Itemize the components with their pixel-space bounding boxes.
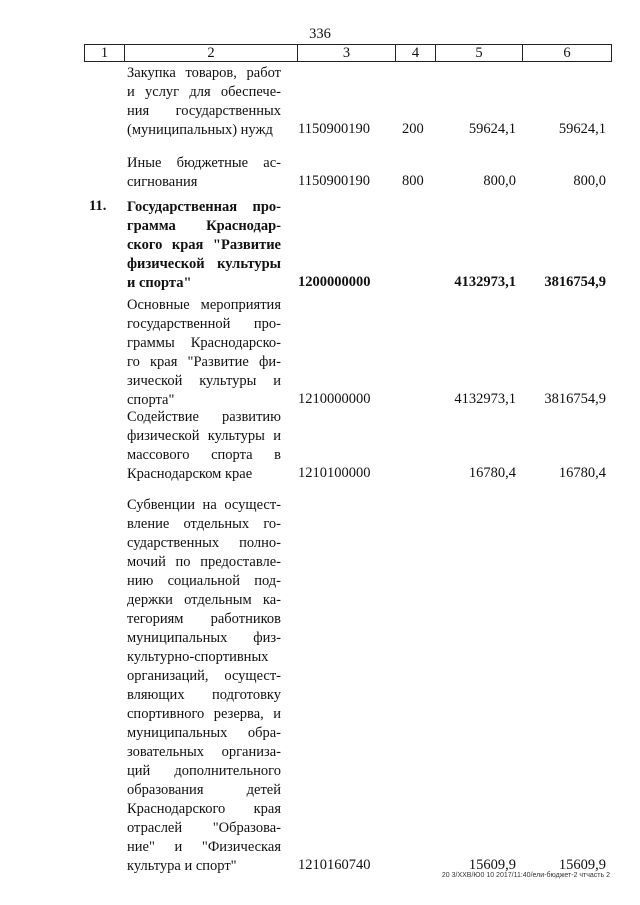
target-code: 1150900190 bbox=[298, 173, 370, 189]
row-name-line: организаций, осущест- bbox=[127, 668, 281, 684]
target-code: 1200000000 bbox=[298, 274, 371, 290]
amount-col-6: 3816754,9 bbox=[544, 391, 606, 407]
row-name-line: образования детей bbox=[127, 782, 281, 798]
row-name-line: грамма Краснодар- bbox=[127, 218, 281, 234]
table-header bbox=[84, 44, 612, 62]
amount-col-5: 15609,9 bbox=[468, 857, 516, 873]
amount-col-5: 16780,4 bbox=[468, 465, 516, 481]
row-name-line: физической культуры bbox=[127, 256, 281, 272]
column-header-2: 2 bbox=[125, 45, 298, 61]
target-code: 1150900190 bbox=[298, 121, 370, 137]
row-name-line: сигнования bbox=[127, 174, 198, 190]
row-name-line: вление отдельных го- bbox=[127, 516, 281, 532]
row-name-line: Краснодарского края bbox=[127, 801, 281, 817]
column-header-1: 1 bbox=[85, 45, 125, 61]
row-name-line: нию социальной под- bbox=[127, 573, 281, 589]
row-name-line: Содействие развитию bbox=[127, 409, 281, 425]
row-name-line: мочий по предоставле- bbox=[127, 554, 281, 570]
row-name-line: физической культуры и bbox=[127, 428, 281, 444]
amount-col-5: 59624,1 bbox=[468, 121, 516, 137]
column-header-4: 4 bbox=[396, 45, 436, 61]
row-name bbox=[127, 198, 281, 293]
page-number: 336 bbox=[309, 26, 331, 42]
row-name-line: ского края "Развитие bbox=[127, 237, 281, 253]
column-header-6: 6 bbox=[563, 45, 571, 61]
row-name-line: го края "Развитие фи- bbox=[127, 354, 281, 370]
row-name-line: Основные мероприятия bbox=[127, 297, 281, 313]
column-header-3: 3 bbox=[298, 45, 396, 61]
row-name-line: ния государственных bbox=[127, 103, 281, 119]
row-name bbox=[127, 296, 281, 410]
row-name-line: (муниципальных) нужд bbox=[127, 122, 273, 138]
row-name-line: зической культуры и bbox=[127, 373, 281, 389]
amount-col-6: 15609,9 bbox=[558, 857, 606, 873]
row-name-line: спортивного резерва, и bbox=[127, 706, 281, 722]
row-name-line: Краснодарском крае bbox=[127, 466, 253, 482]
row-name-line: культура и спорт" bbox=[127, 858, 237, 874]
amount-col-6: 59624,1 bbox=[558, 121, 606, 137]
amount-col-5: 800,0 bbox=[483, 173, 516, 189]
column-header-5: 5 bbox=[436, 45, 523, 61]
amount-col-5: 4132973,1 bbox=[454, 391, 516, 407]
row-name-line: культурно-спортивных bbox=[127, 649, 269, 665]
row-name-line: Иные бюджетные ас- bbox=[127, 155, 281, 171]
row-name-line: массового спорта в bbox=[127, 447, 281, 463]
row-name-line: граммы Краснодарско- bbox=[127, 335, 281, 351]
row-name-line: и спорта" bbox=[127, 275, 192, 291]
row-name-line: отраслей "Образова- bbox=[127, 820, 281, 836]
row-name-line: держки отдельным ка- bbox=[127, 592, 281, 608]
target-code: 1210000000 bbox=[298, 391, 371, 407]
row-name-line: вляющих подготовку bbox=[127, 687, 281, 703]
footer-stamp: 20 3/XXВ/Ю0 10 2017/11:40/ели-бюджет-2 чтчасть 2 bbox=[441, 872, 610, 879]
row-name-line: Субвенции на осущест- bbox=[127, 497, 281, 513]
row-name-line: сударственных полно- bbox=[127, 535, 281, 551]
row-name bbox=[127, 496, 281, 876]
row-name bbox=[127, 408, 281, 484]
row-name-line: государственной про- bbox=[127, 316, 281, 332]
row-name-line: Государственная про- bbox=[127, 199, 281, 215]
expense-type: 200 bbox=[402, 121, 424, 137]
row-name bbox=[127, 64, 281, 140]
target-code: 1210100000 bbox=[298, 465, 371, 481]
row-name-line: и услуг для обеспече- bbox=[127, 84, 281, 100]
row-name-line: спорта" bbox=[127, 392, 175, 408]
target-code: 1210160740 bbox=[298, 857, 371, 873]
amount-col-5: 4132973,1 bbox=[454, 274, 516, 290]
expense-type: 800 bbox=[402, 173, 424, 189]
row-number: 11. bbox=[89, 198, 107, 214]
row-name-line: муниципальных обра- bbox=[127, 725, 281, 741]
row-name-line: тегориям работников bbox=[127, 611, 281, 627]
row-name-line: зовательных организа- bbox=[127, 744, 281, 760]
row-name-line: муниципальных физ- bbox=[127, 630, 281, 646]
row-name-line: ций дополнительного bbox=[127, 763, 281, 779]
row-name-line: Закупка товаров, работ bbox=[127, 65, 281, 81]
row-name bbox=[127, 154, 281, 192]
amount-col-6: 800,0 bbox=[573, 173, 606, 189]
row-name-line: ние" и "Физическая bbox=[127, 839, 281, 855]
amount-col-6: 3816754,9 bbox=[544, 274, 606, 290]
amount-col-6: 16780,4 bbox=[558, 465, 606, 481]
